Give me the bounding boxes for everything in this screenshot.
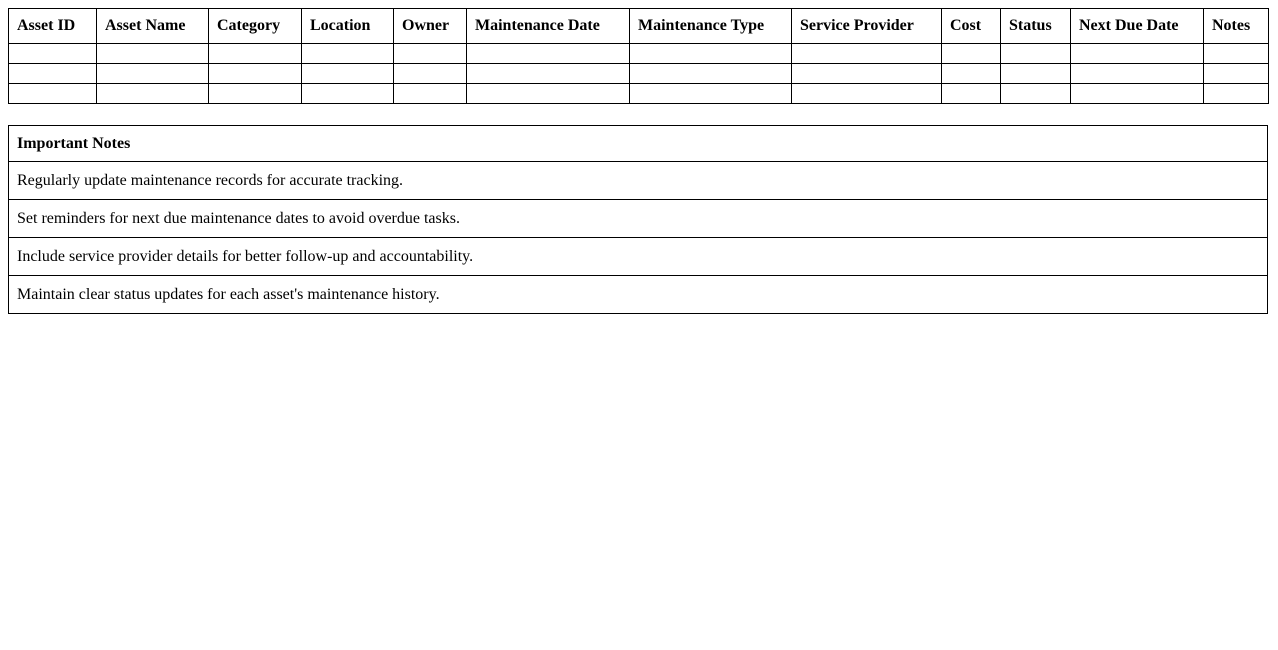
empty-cell bbox=[1071, 84, 1204, 104]
empty-cell bbox=[1204, 64, 1269, 84]
note-text: Set reminders for next due maintenance dates to avoid overdue tasks. bbox=[9, 200, 1268, 238]
note-text: Regularly update maintenance records for accurate tracking. bbox=[9, 162, 1268, 200]
asset-table-empty-row bbox=[9, 84, 1269, 104]
empty-cell bbox=[302, 44, 394, 64]
empty-cell bbox=[302, 64, 394, 84]
empty-cell bbox=[942, 44, 1001, 64]
note-row bbox=[9, 162, 1268, 200]
empty-cell bbox=[302, 84, 394, 104]
empty-cell bbox=[209, 44, 302, 64]
empty-cell bbox=[792, 44, 942, 64]
column-header-cost: Cost bbox=[942, 9, 1001, 44]
empty-cell bbox=[1071, 64, 1204, 84]
empty-cell bbox=[1001, 44, 1071, 64]
empty-cell bbox=[630, 64, 792, 84]
empty-cell bbox=[394, 84, 467, 104]
column-header-maintenance-type: Maintenance Type bbox=[630, 9, 792, 44]
asset-maintenance-table bbox=[8, 8, 1269, 104]
asset-table-empty-row bbox=[9, 64, 1269, 84]
empty-cell bbox=[467, 64, 630, 84]
column-header-asset-id: Asset ID bbox=[9, 9, 97, 44]
note-text: Include service provider details for better follow-up and accountability. bbox=[9, 238, 1268, 276]
column-header-location: Location bbox=[302, 9, 394, 44]
empty-cell bbox=[1001, 64, 1071, 84]
empty-cell bbox=[97, 64, 209, 84]
asset-table-empty-row bbox=[9, 44, 1269, 64]
important-notes-table bbox=[8, 125, 1268, 314]
important-notes-title: Important Notes bbox=[9, 126, 1268, 162]
empty-cell bbox=[630, 44, 792, 64]
column-header-next-due-date: Next Due Date bbox=[1071, 9, 1204, 44]
empty-cell bbox=[942, 64, 1001, 84]
empty-cell bbox=[1204, 84, 1269, 104]
column-header-owner: Owner bbox=[394, 9, 467, 44]
asset-table-header-row bbox=[9, 9, 1269, 44]
note-row bbox=[9, 276, 1268, 314]
empty-cell bbox=[1001, 84, 1071, 104]
empty-cell bbox=[467, 44, 630, 64]
empty-cell bbox=[1204, 44, 1269, 64]
empty-cell bbox=[1071, 44, 1204, 64]
empty-cell bbox=[792, 84, 942, 104]
empty-cell bbox=[394, 44, 467, 64]
empty-cell bbox=[467, 84, 630, 104]
empty-cell bbox=[9, 64, 97, 84]
empty-cell bbox=[792, 64, 942, 84]
column-header-notes: Notes bbox=[1204, 9, 1269, 44]
note-row bbox=[9, 238, 1268, 276]
empty-cell bbox=[9, 84, 97, 104]
notes-table-header-row bbox=[9, 126, 1268, 162]
document-page bbox=[0, 0, 1278, 322]
empty-cell bbox=[97, 44, 209, 64]
note-text: Maintain clear status updates for each asset's maintenance history. bbox=[9, 276, 1268, 314]
empty-cell bbox=[209, 84, 302, 104]
column-header-status: Status bbox=[1001, 9, 1071, 44]
empty-cell bbox=[209, 64, 302, 84]
empty-cell bbox=[9, 44, 97, 64]
empty-cell bbox=[97, 84, 209, 104]
note-row bbox=[9, 200, 1268, 238]
empty-cell bbox=[942, 84, 1001, 104]
column-header-category: Category bbox=[209, 9, 302, 44]
empty-cell bbox=[630, 84, 792, 104]
column-header-asset-name: Asset Name bbox=[97, 9, 209, 44]
empty-cell bbox=[394, 64, 467, 84]
column-header-service-provider: Service Provider bbox=[792, 9, 942, 44]
column-header-maintenance-date: Maintenance Date bbox=[467, 9, 630, 44]
